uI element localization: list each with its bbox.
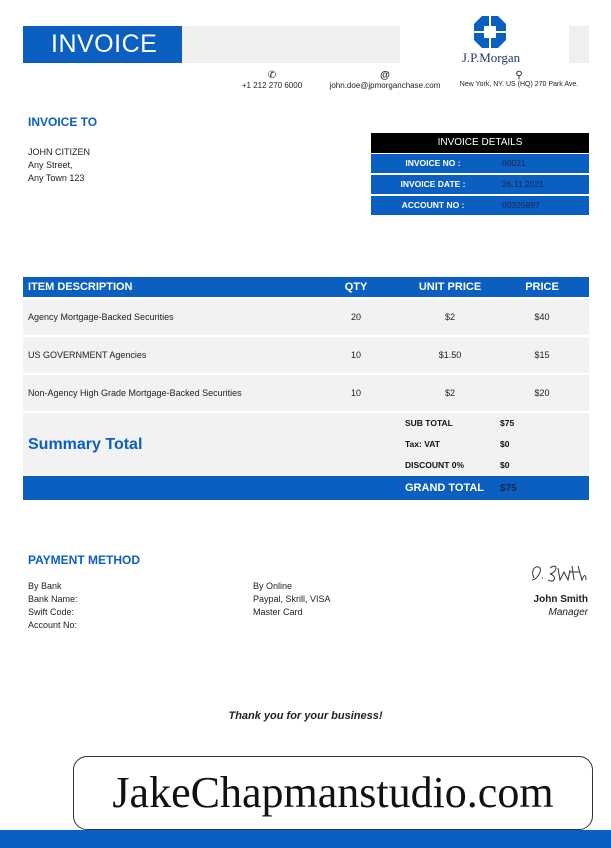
item-unit-price: $2 — [444, 312, 455, 322]
header-unit-price: UNIT PRICE — [418, 281, 482, 293]
online-line: Master Card — [253, 607, 303, 617]
phone-icon: ✆ — [267, 70, 277, 81]
grand-total-value: $75 — [500, 483, 517, 494]
item-price: $15 — [534, 350, 550, 360]
invoice-title: INVOICE — [23, 26, 182, 63]
detail-row-invoice-no — [371, 154, 589, 173]
invoice-to-address — [28, 146, 90, 185]
payment-method-heading: PAYMENT METHOD — [28, 553, 141, 567]
grand-total-label: GRAND TOTAL — [405, 482, 485, 494]
item-qty: 10 — [350, 388, 361, 398]
signatory-name: John Smith — [533, 594, 588, 605]
item-description: Non-Agency High Grade Mortgage-Backed Securities — [28, 388, 242, 398]
item-qty: 10 — [350, 350, 361, 360]
header-bar-right — [569, 26, 589, 63]
signature-icon — [528, 560, 588, 586]
item-unit-price: $2 — [444, 388, 455, 398]
contact-address-text: New York, NY. US (HQ) 270 Park Ave. — [459, 81, 579, 88]
detail-row-account-no — [371, 196, 589, 215]
sub-total-value: $75 — [500, 418, 515, 428]
item-unit-price: $1.50 — [438, 350, 462, 360]
discount-value: $0 — [500, 460, 510, 470]
contact-email-text: john.doe@jpmorganchase.com — [329, 81, 441, 90]
items-table-header — [23, 277, 589, 297]
detail-label: ACCOUNT NO : — [401, 200, 465, 210]
item-description: US GOVERNMENT Agencies — [28, 350, 147, 360]
footer-bar — [0, 830, 611, 848]
detail-value: 00021 — [502, 158, 526, 168]
contact-phone — [236, 70, 308, 90]
location-pin-icon: ⚲ — [515, 70, 523, 81]
summary-title: Summary Total — [28, 436, 143, 453]
bank-line: Swift Code: — [28, 607, 75, 617]
jpmorgan-logo-icon — [472, 14, 508, 50]
at-icon: @ — [380, 70, 390, 81]
header-qty: QTY — [344, 281, 368, 293]
brand-name: J.P.Morgan — [461, 50, 521, 65]
online-line: By Online — [253, 581, 293, 591]
contact-address — [455, 70, 583, 88]
bank-line: Bank Name: — [28, 594, 78, 604]
contact-phone-text: +1 212 270 6000 — [241, 81, 303, 90]
contact-email — [322, 70, 448, 90]
tax-value: $0 — [500, 439, 510, 449]
signatory-role: Manager — [548, 607, 588, 618]
thank-you-note: Thank you for your business! — [228, 710, 383, 722]
item-qty: 20 — [350, 312, 361, 322]
item-description: Agency Mortgage-Backed Securities — [28, 312, 174, 322]
invoice-details-heading: INVOICE DETAILS — [371, 133, 589, 153]
bank-line: Account No: — [28, 620, 78, 630]
online-line: Paypal, Skrill, VISA — [253, 594, 331, 604]
detail-row-invoice-date — [371, 175, 589, 194]
payment-online — [253, 580, 331, 619]
header-item-description: ITEM DESCRIPTION — [28, 281, 133, 293]
detail-value: 00325897 — [502, 200, 540, 210]
detail-value: 26.11.2021 — [502, 179, 544, 189]
payment-bank — [28, 580, 78, 632]
customer-street: Any Street, — [28, 160, 73, 170]
watermark-banner: JakeChapmanstudio.com — [73, 756, 593, 830]
header-price: PRICE — [525, 281, 559, 293]
invoice-to-heading: INVOICE TO — [28, 115, 98, 129]
customer-town: Any Town 123 — [28, 173, 85, 183]
item-price: $20 — [534, 388, 550, 398]
table-row — [23, 299, 589, 335]
tax-label: Tax: VAT — [405, 439, 440, 449]
sub-total-label: SUB TOTAL — [405, 418, 453, 428]
item-price: $40 — [534, 312, 550, 322]
table-row — [23, 375, 589, 411]
detail-label: INVOICE DATE : — [400, 179, 466, 189]
customer-name: JOHN CITIZEN — [28, 147, 90, 157]
discount-label: DISCOUNT 0% — [405, 460, 465, 470]
bank-line: By Bank — [28, 581, 62, 591]
table-row — [23, 337, 589, 373]
detail-label: INVOICE NO : — [405, 158, 461, 168]
